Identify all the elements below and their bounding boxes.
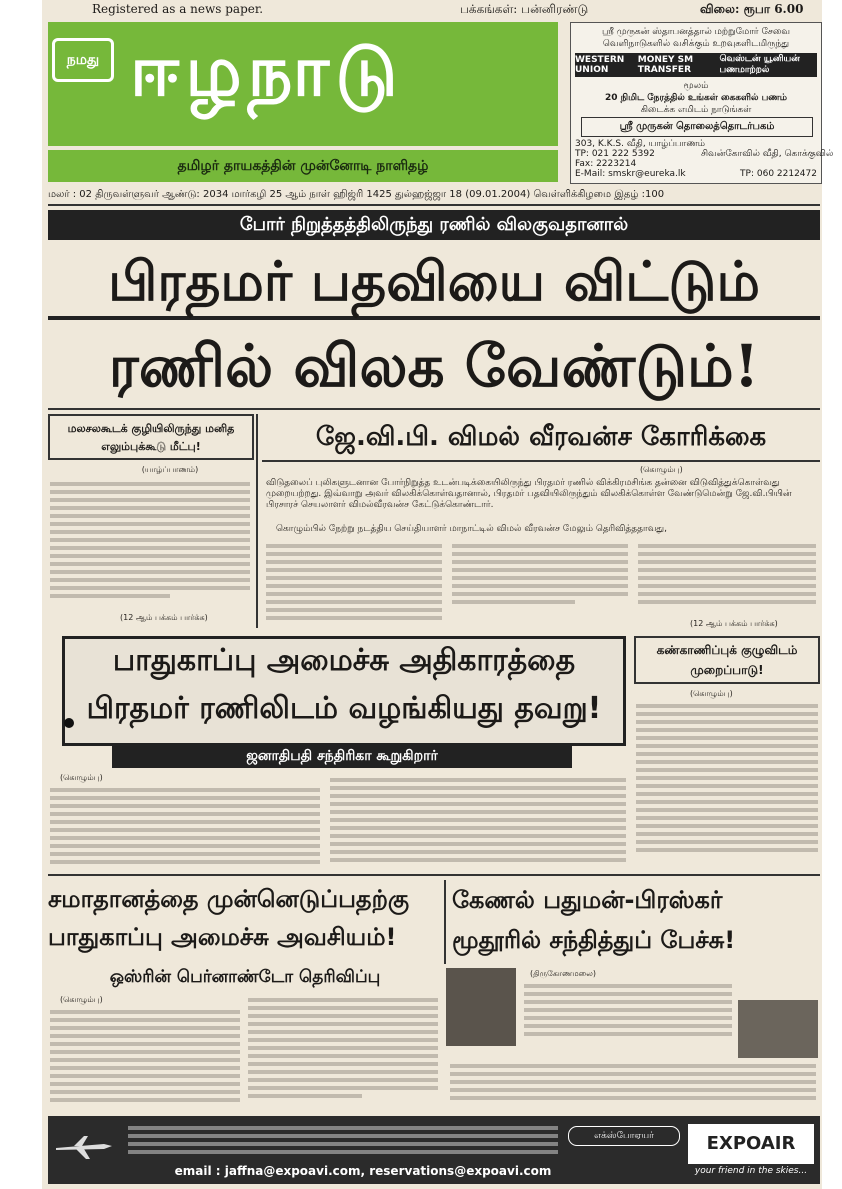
branch-address: சிவன்கோவில் வீதி, கொக்குவில்: [701, 149, 834, 159]
shop-email: E-Mail: smskr@eureka.lk: [575, 169, 686, 179]
western-union-banner: [575, 53, 817, 77]
peace-story-source: (கொழும்பு): [60, 995, 103, 1004]
monitoring-story-source: (கொழும்பு): [690, 689, 733, 698]
side-story-continued: (12 ஆம் பக்கம் பார்க்க): [120, 613, 208, 622]
page-count: பக்கங்கள்: பன்னிரண்டு: [460, 2, 589, 16]
peace-subheadline: ஒஸ்ரின் பெர்னாண்டோ தெரிவிப்பு: [109, 967, 381, 987]
money-transfer-logo: MONEY SM TRANSFER: [637, 55, 694, 75]
expoair-logo: EXPOAIR: [688, 1124, 814, 1164]
peace-column-1: [50, 1006, 240, 1110]
main-headline-line2: ரணில் விலக வேண்டும்!: [108, 332, 760, 400]
price: விலை: ரூபா 6.00: [700, 2, 804, 16]
expoair-ad: [48, 1116, 820, 1184]
main-headline-line1: பிரதமர் பதவியை விட்டும்: [48, 246, 820, 320]
side-story-source: (யாழ்ப்பாணம்): [141, 465, 199, 474]
punch-hole: [64, 718, 74, 728]
meeting-headline-line2: மூதூரில் சந்தித்துப் பேச்சு!: [452, 926, 736, 954]
shop-phone: TP: 021 222 5392: [575, 149, 655, 159]
transfer-tamil-label: வெஸ்டன் யூனியன் பணமாற்றல்: [719, 54, 800, 75]
defence-headline-line2: பிரதமர் ரணிலிடம் வழங்கியது தவறு!: [86, 691, 602, 726]
defence-headline-line1: பாதுகாப்பு அமைச்சு அதிகாரத்தை: [112, 643, 576, 678]
tagline: தமிழர் தாயகத்தின் முன்னோடி நாளிதழ்: [48, 150, 558, 182]
logo-prefix: நமது: [52, 38, 114, 82]
dateline: மலர் : 02 திருவள்ளுவர் ஆண்டு: 2034 மார்கழி 25 ஆம் நாள் ஹிஜ்ரி 1425 துல்ஹஜ்ஜா 18 (09.01.2004) வெள்ளிக்கிழமை இதழ் :100: [48, 186, 820, 206]
ad-body-text: [128, 1122, 558, 1158]
president-story-source: (கொழும்பு): [60, 773, 103, 782]
peace-column-2: [248, 994, 438, 1110]
shop-fax: Fax: 2223214: [575, 159, 637, 169]
shop-name: ஸ்ரீ முருகன் தொலைத்தொடர்பகம்: [581, 117, 813, 137]
meeting-story-source: (திருகோணமலை): [530, 969, 597, 978]
divider: [48, 408, 820, 410]
peace-headline-line1: சமாதானத்தை முன்னெடுப்பதற்கு: [48, 885, 410, 913]
ad-line: 20 நிமிட நேரத்தில் உங்கள் கைகளில் பணம்: [605, 93, 787, 103]
president-column-2: [330, 774, 626, 870]
ad-line: வெளிநாடுகளில் வசிக்கும் உறவுகளிடமிருந்து: [602, 39, 790, 49]
meeting-story-headline: [444, 880, 820, 964]
western-union-logo: WESTERN UNION: [575, 55, 625, 75]
monitoring-story-headline: கண்காணிப்புக் குழுவிடம் முறைப்பாடு!: [634, 636, 820, 684]
ad-line: மூலம்: [683, 81, 709, 91]
expoair-tamil-badge: எக்ஸ்போஏயர்: [568, 1126, 680, 1146]
jvp-column-2: [452, 540, 628, 630]
monitoring-story-body: [636, 700, 818, 870]
ad-line: கிடைக்க எமிடம் நாடுங்கள்: [640, 105, 752, 115]
branch-phone: TP: 060 2212472: [740, 169, 817, 179]
jvp-story-continued: (12 ஆம் பக்கம் பார்க்க): [690, 619, 778, 628]
photo-colonel: [446, 968, 516, 1046]
peace-headline-line2: பாதுகாப்பு அமைச்சு அவசியம்!: [48, 923, 397, 951]
meeting-headline-line1: கேணல் பதுமன்-பிரஸ்கர்: [452, 886, 723, 914]
jvp-column-3: [638, 540, 816, 616]
jvp-story-source: (கொழும்பு): [640, 465, 683, 474]
side-story-body: [50, 478, 250, 608]
peace-story-headline: [48, 880, 442, 960]
jvp-story-headline: ஜே.வி.பி. விமல் வீரவன்ச கோரிக்கை: [262, 414, 820, 462]
president-subheadline: ஜனாதிபதி சந்திரிகா கூறுகிறார்: [112, 744, 572, 768]
defence-ministry-headline-box: [62, 636, 626, 746]
president-column-1: [50, 784, 320, 870]
jvp-story-lead: விடுதலைப் புலிகளுடனான போர்நிறுத்த உடன்படிக்கையிலிருந்து பிரதமர் ரணில் விக்கிரமசிங்க தன்னை விடுவித்துக்கொள்வது முறையற்றது. இவ்வாறு அவர் விலகிக்கொள்வதானால், பிரதமர் பதவியிலிருந்தும் விலகிக்கொள்ள வேண்டுமென்று ஜே.வி.பியின் பிரசாரச் செயலாளர் விமல்வீரவன்ச கேட்டுக்கொண்டார்.: [266, 478, 792, 510]
ad-email: email : jaffna@expoavi.com, reservations@expoavi.com: [174, 1164, 552, 1178]
side-story-headline: மலசலகூடக் குழியிலிருந்து மனித எலும்புக்கூடு மீட்பு!: [48, 414, 254, 460]
meeting-column-top: [524, 980, 732, 1046]
photo-monitor: [738, 1000, 818, 1058]
money-transfer-ad: [570, 22, 834, 184]
divider: [48, 874, 820, 876]
jvp-story-lead2: கொழும்பில் நேற்று நடத்திய செய்தியாளர் மாநாட்டில் விமல் வீரவன்ச மேலும் தெரிவித்ததாவது,: [276, 524, 667, 534]
meeting-column-bottom: [450, 1060, 816, 1112]
shop-address: 303, K.K.S. வீதி, யாழ்ப்பாணம்: [575, 139, 706, 149]
airplane-icon: [54, 1132, 114, 1162]
column-divider: [256, 414, 258, 628]
kicker-headline: போர் நிறுத்தத்திலிருந்து ரணில் விலகுவதானால்: [48, 210, 820, 240]
logo: ஈழநாடு: [130, 30, 404, 112]
registration-note: Registered as a news paper.: [92, 2, 264, 16]
ad-line: ஸ்ரீ முருகன் ஸ்தாபனத்தால் மற்றுமோர் சேவை: [602, 27, 790, 37]
jvp-column-1: [266, 540, 442, 630]
expoair-slogan: your friend in the skies...: [694, 1166, 808, 1176]
